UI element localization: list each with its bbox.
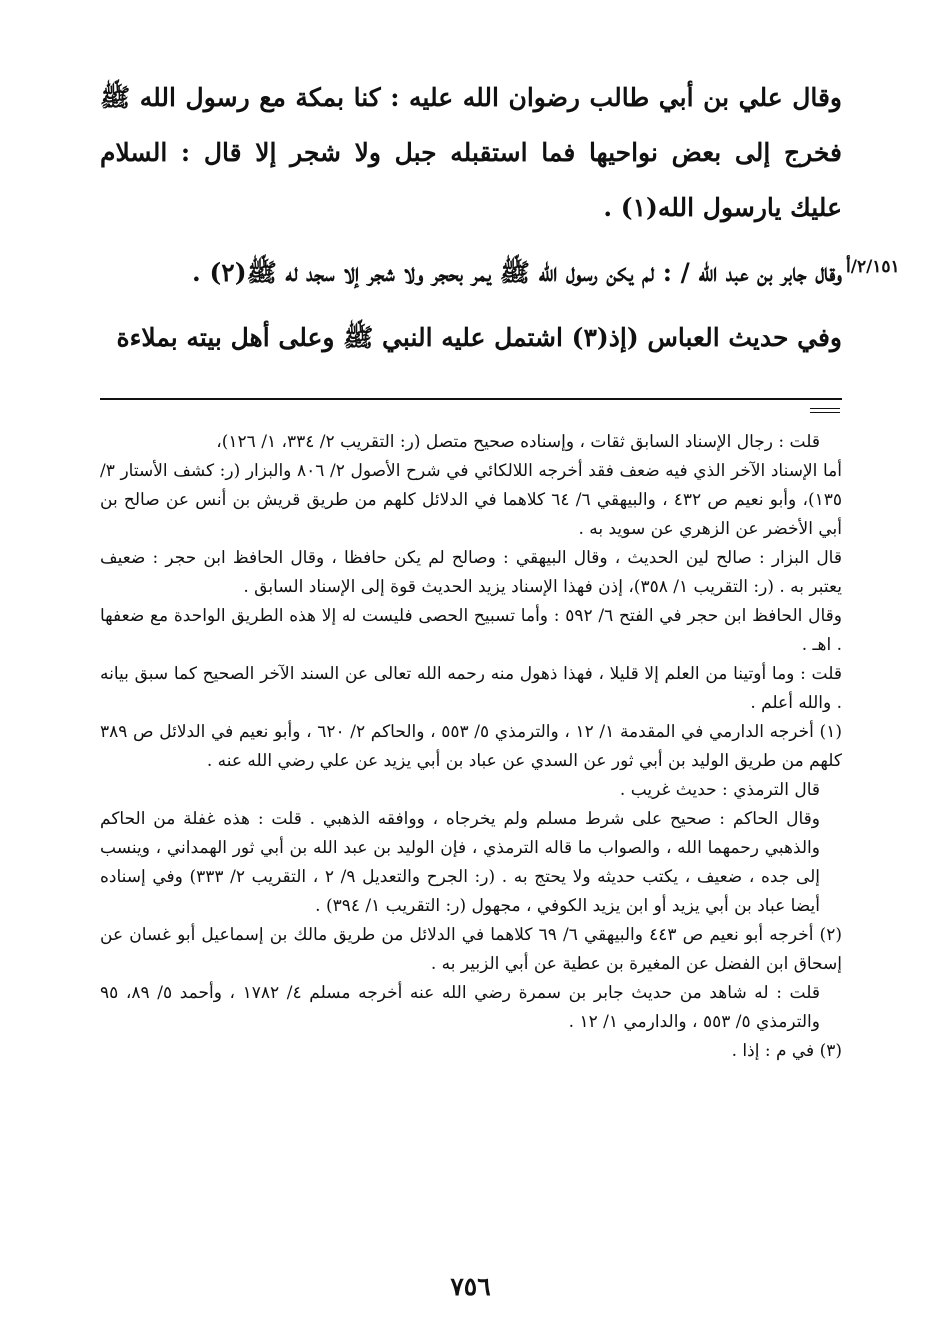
footnote-continued-paragraph: قلت : وما أوتينا من العلم إلا قليلا ، فهذا ذهول منه رحمه الله تعالى عن السند الآخر الصحيح كما سبق بيانه . والله أعلم . — [100, 664, 842, 713]
main-paragraph-abbas-hadith: وفي حديث العباس (إذ(٣) اشتمل عليه النبي ﷺ وعلى أهل بيته بملاءة — [116, 323, 842, 352]
footnote-continued-paragraph: قال البزار : صالح لين الحديث ، وقال البيهقي : وصالح لم يكن حافظا ، وقال الحافظ ابن حجر : ضعيف يعتبر به . (ر: التقريب ١/ ٣٥٨)، إذن فهذا الإسناد يزيد الحديث قوة إلى الإسناد السابق . — [100, 548, 842, 597]
margin-folio-reference: ٢/١٥١/أ — [846, 257, 900, 277]
footnote-continued-paragraph: أما الإسناد الآخر الذي فيه ضعف فقد أخرجه اللالكائي في شرح الأصول ٢/ ٨٠٦ والبزار (ر: كشف الأستار ٣/ ١٣٥)، وأبو نعيم ص ٤٣٢ ، والبيهقي ٦/ ٦٤ كلاهما في الدلائل كلهم من طريق قريش بن أنس عن صالح بن أبي الأخضر عن الزهري عن سويد به . — [100, 461, 843, 539]
footnote-1-hakim: وقال الحاكم : صحيح على شرط مسلم ولم يخرجاه ، ووافقه الذهبي . قلت : هذه غفلة من الحاكم والذهبي رحمهما الله ، والصواب ما قاله الترمذي ، فإن الوليد بن عبد الله بن أبي ثور الهمداني ، وينسب إلى جده ، ضعيف ، يكتب حديثه ولا يحتج به . (ر: الجرح والتعديل ٩/ ٢ ، التقريب ٢/ ٣٣٣) وفي إسناده أيضا عباد بن أبي يزيد أو ابن يزيد الكوفي ، مجهول (ر: التقريب ١/ ٣٩٤) . — [100, 809, 821, 916]
footnote-continued-paragraph: وقال الحافظ ابن حجر في الفتح ٦/ ٥٩٢ : وأما تسبيح الحصى فليست له إلا هذه الطريق الواحدة مع ضعفها . اهـ . — [100, 606, 842, 655]
main-paragraph-jabir-hadith: وقال جابر بن عبد الله / : لم يكن رسول الله ﷺ يمر بحجر ولا شجر إلا سجد له ﷺ(٢) . — [192, 258, 842, 287]
main-paragraph-ali-hadith: وقال علي بن أبي طالب رضوان الله عليه : كنا بمكة مع رسول الله ﷺ فخرج إلى بعض نواحيها فما استقبله جبل ولا شجر إلا قال : السلام عليك يارسول الله(١) . — [100, 83, 842, 222]
footnote-2: (٢) أخرجه أبو نعيم ص ٤٤٣ والبيهقي ٦/ ٦٩ كلاهما في الدلائل من طريق مالك بن إسماعيل أبو غسان عن إسحاق ابن الفضل عن المغيرة بن عطية عن أبي الزبير به . — [100, 925, 842, 974]
footnote-divider — [100, 398, 842, 400]
page-number: ٧٥٦ — [450, 1272, 491, 1301]
footnote-2-witness: قلت : له شاهد من حديث جابر بن سمرة رضي الله عنه أخرجه مسلم ٤/ ١٧٨٢ ، وأحمد ٥/ ٨٩، ٩٥ والترمذي ٥/ ٥٥٣ ، والدارمي ١/ ١٢ . — [100, 983, 820, 1032]
main-text — [100, 70, 842, 365]
footnote-1: (١) أخرجه الدارمي في المقدمة ١/ ١٢ ، والترمذي ٥/ ٥٥٣ ، والحاكم ٢/ ٦٢٠ ، وأبو نعيم في الدلائل ص ٣٨٩ كلهم من طريق الوليد بن أبي ثور عن السدي عن عباد بن أبي يزيد عن علي رضي الله عنه . — [100, 722, 842, 771]
footnote-1-tirmidhi: قال الترمذي : حديث غريب . — [619, 780, 820, 800]
footnote-3: (٣) في م : إذا . — [731, 1041, 842, 1061]
footnote-continuation-mark — [810, 408, 840, 413]
footnote-continued-line: قلت : رجال الإسناد السابق ثقات ، وإسناده صحيح متصل (ر: التقريب ٢/ ٣٣٤، ١/ ١٢٦)، — [216, 432, 820, 452]
footnotes — [100, 428, 842, 1066]
